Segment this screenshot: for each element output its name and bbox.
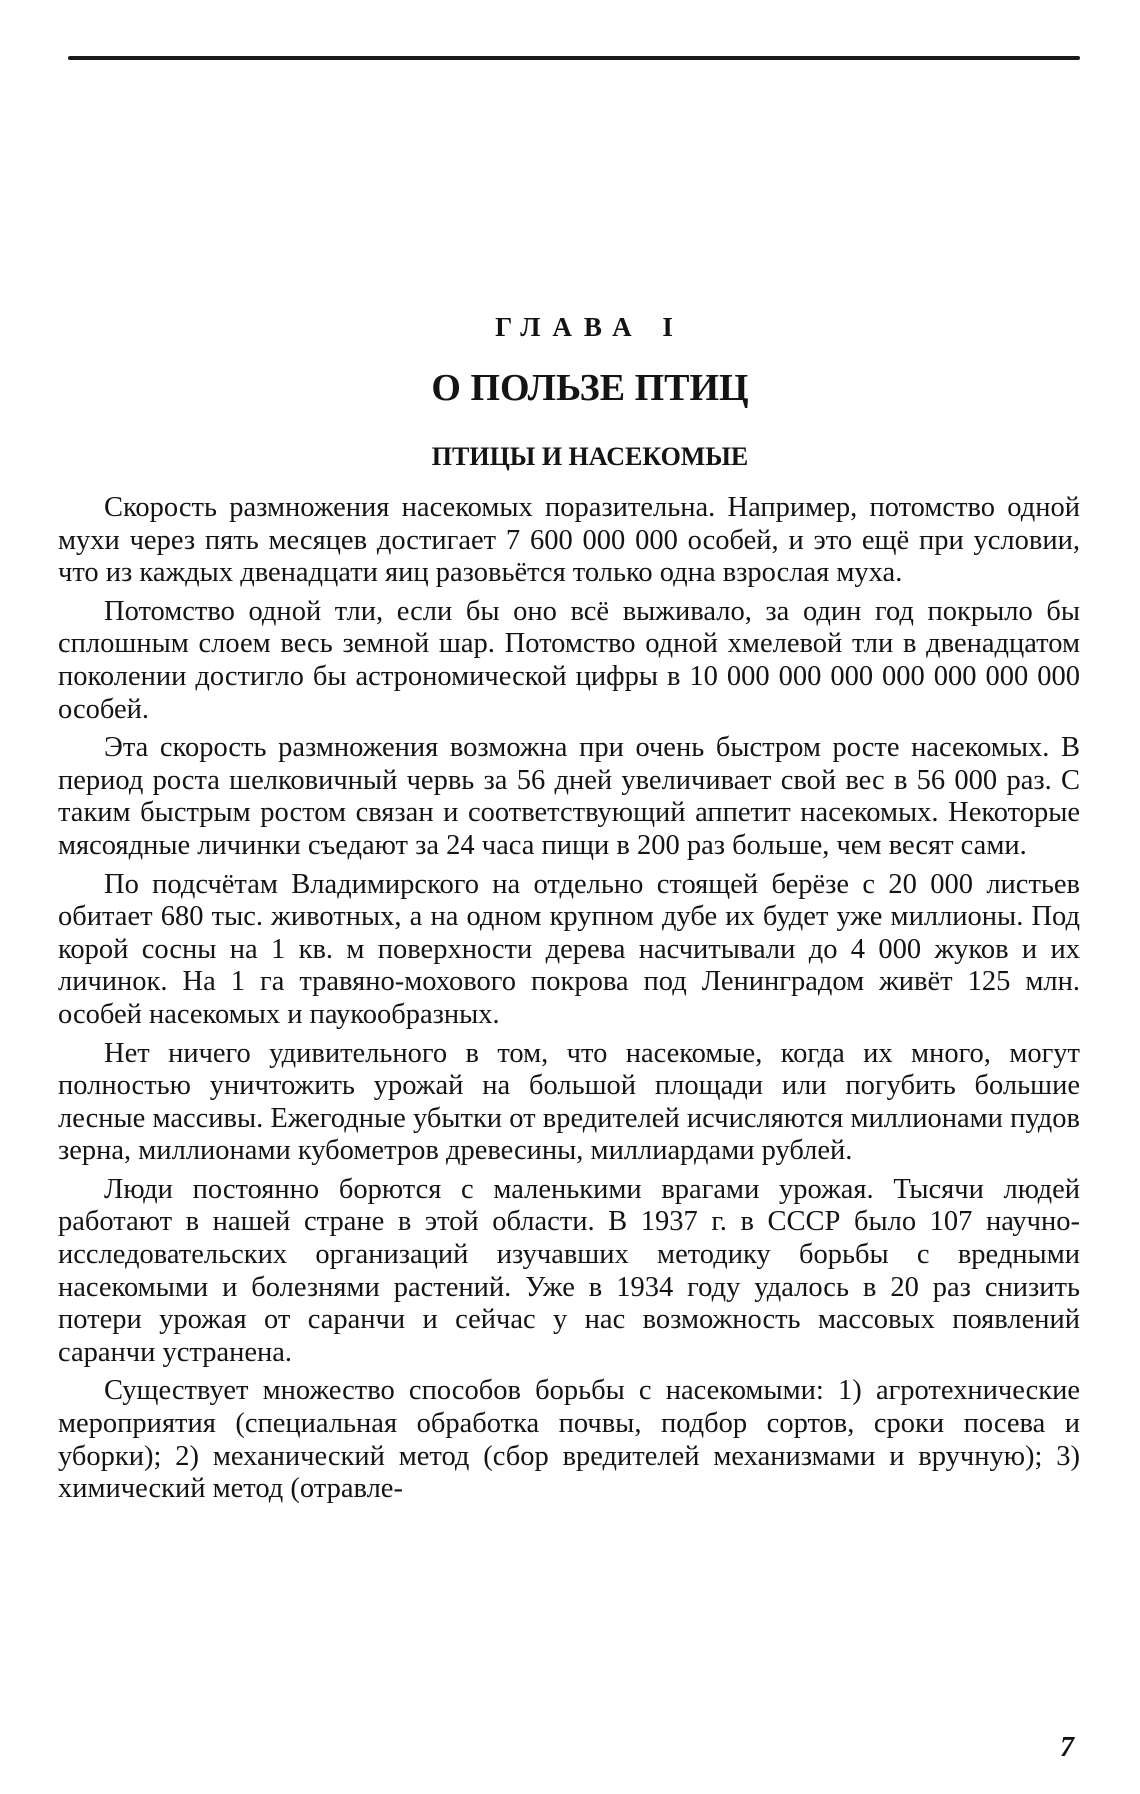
chapter-title: О ПОЛЬЗЕ ПТИЦ <box>431 367 749 409</box>
section-title: ПТИЦЫ И НАСЕКОМЫЕ <box>431 442 749 471</box>
paragraph-1: Скорость размножения насекомых поразительна. Например, потомство одной мухи через пять месяцев достигает 7 600 000 000 особей, и это ещё при условии, что из каждых двенадцати яиц разовьётся только одна взрослая муха. <box>58 492 1080 589</box>
paragraph-7: Существует множество способов борьбы с насекомыми: 1) агротехнические мероприятия (специальная обработка почвы, подбор сортов, сроки посева и уборки); 2) механический метод (сбор вредителей механизмами и вручную); 3) химический метод (отравле- <box>58 1375 1080 1505</box>
paragraph-6: Люди постоянно борются с маленькими врагами урожая. Тысячи людей работают в нашей стране в этой области. В 1937 г. в СССР было 107 научно-исследовательских организаций изучавших методику борьбы с вредными насекомыми и болезнями растений. Уже в 1934 году удалось в 20 раз снизить потери урожая от саранчи и сейчас у нас возможность массовых появлений саранчи устранена. <box>58 1173 1080 1368</box>
paragraph-3: Эта скорость размножения возможна при очень быстром росте насекомых. В период роста шелковичный червь за 56 дней увеличивает свой вес в 56 000 раз. С таким быстрым ростом связан и соответствующий аппетит насекомых. Некоторые мясоядные личинки съедают за 24 часа пищи в 200 раз больше, чем весят сами. <box>58 732 1080 861</box>
paragraph-4: По подсчётам Владимирского на отдельно стоящей берёзе с 20 000 листьев обитает 680 тыс. животных, а на одном крупном дубе их будет уже миллионы. Под корой сосны на 1 кв. м поверхности дерева насчитывали до 4 000 жуков и их личинок. На 1 га травяно-мохового покрова под Ленинградом живёт 125 млн. особей насекомых и паукообразных. <box>58 868 1080 1030</box>
chapter-label: ГЛАВА I <box>495 312 685 342</box>
paragraph-5: Нет ничего удивительного в том, что насекомые, когда их много, могут полностью уничтожить урожай на большой площади или погубить большие лесные массивы. Ежегодные убытки от вредителей исчисляются миллионами пудов зерна, миллионами кубометров древесины, миллиардами рублей. <box>58 1037 1080 1167</box>
top-rule <box>68 56 1080 60</box>
paragraph-2: Потомство одной тли, если бы оно всё выживало, за один год покрыло бы сплошным слоем весь земной шар. Потомство одной хмелевой тли в двенадцатом поколении достигло бы астрономической цифры в 10 000 000 000 000 000 000 000 особей. <box>58 595 1080 725</box>
page-number: 7 <box>1060 1732 1074 1763</box>
body-text <box>58 492 1080 1512</box>
